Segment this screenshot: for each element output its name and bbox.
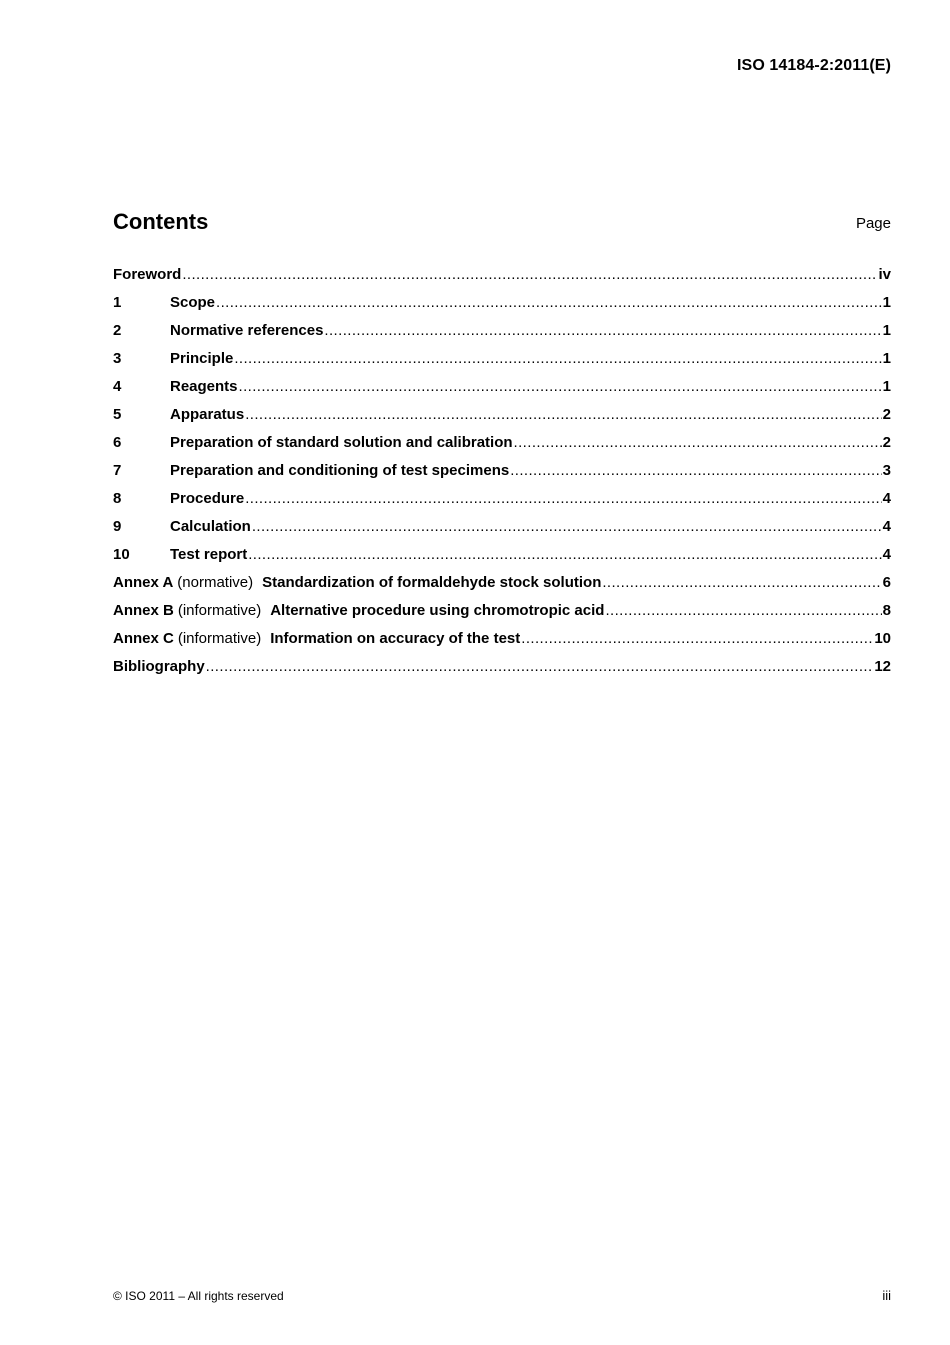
toc-entry-title: Preparation of standard solution and calibration <box>170 434 513 451</box>
toc-entry-number: 6 <box>113 434 122 451</box>
dot-leader <box>245 406 881 423</box>
table-of-contents <box>113 266 891 686</box>
toc-entry-page: 10 <box>874 630 891 647</box>
toc-entry-title: Bibliography <box>113 658 205 675</box>
toc-entry-annex-b[interactable] <box>113 602 891 630</box>
toc-entry-preparation-standard-solution[interactable] <box>113 434 891 462</box>
toc-entry-page: 6 <box>882 574 891 591</box>
dot-leader <box>605 602 881 619</box>
toc-entry-page: iv <box>878 266 891 283</box>
toc-entry-page: 1 <box>882 378 891 395</box>
toc-entry-test-report[interactable] <box>113 546 891 574</box>
toc-entry-title: Scope <box>170 294 216 311</box>
toc-entry-title: Standardization of formaldehyde stock solution <box>262 574 602 591</box>
contents-heading: Contents <box>113 209 209 234</box>
toc-entry-foreword[interactable] <box>113 266 891 294</box>
toc-annex-type: (informative) <box>177 602 262 619</box>
toc-entry-page: 8 <box>882 602 891 619</box>
toc-entry-number: 1 <box>113 294 122 311</box>
toc-entry-apparatus[interactable] <box>113 406 891 434</box>
toc-entry-page: 1 <box>882 294 891 311</box>
page-column-label: Page <box>855 215 891 232</box>
dot-leader <box>324 322 881 339</box>
dot-leader <box>602 574 881 591</box>
toc-entry-page: 4 <box>882 490 891 507</box>
toc-entry-calculation[interactable] <box>113 518 891 546</box>
toc-entry-page: 1 <box>882 322 891 339</box>
toc-entry-page: 2 <box>882 406 891 423</box>
toc-entry-preparation-test-specimens[interactable] <box>113 462 891 490</box>
toc-entry-title: Information on accuracy of the test <box>270 630 521 647</box>
toc-entry-number: 5 <box>113 406 122 423</box>
toc-entry-number: 2 <box>113 322 122 339</box>
toc-entry-number: 10 <box>113 546 130 563</box>
toc-entry-page: 1 <box>882 350 891 367</box>
toc-header <box>113 209 891 239</box>
toc-entry-title: Procedure <box>170 490 245 507</box>
toc-entry-normative-references[interactable] <box>113 322 891 350</box>
toc-entry-page: 12 <box>874 658 891 675</box>
toc-annex-type: (normative) <box>177 574 254 591</box>
document-identifier: ISO 14184-2:2011(E) <box>737 57 891 74</box>
toc-entry-annex-a[interactable] <box>113 574 891 602</box>
toc-entry-page: 2 <box>882 434 891 451</box>
page-number: iii <box>882 1288 891 1303</box>
dot-leader <box>234 350 881 367</box>
toc-entry-page: 3 <box>882 462 891 479</box>
toc-entry-title: Principle <box>170 350 234 367</box>
toc-annex-label: Annex B <box>113 602 174 619</box>
toc-entry-number: 9 <box>113 518 122 535</box>
toc-entry-page: 4 <box>882 518 891 535</box>
toc-entry-bibliography[interactable] <box>113 658 891 686</box>
toc-annex-label: Annex A <box>113 574 174 591</box>
dot-leader <box>245 490 881 507</box>
dot-leader <box>248 546 881 563</box>
toc-entry-number: 4 <box>113 378 122 395</box>
toc-entry-title: Apparatus <box>170 406 245 423</box>
dot-leader <box>206 658 874 675</box>
toc-entry-number: 3 <box>113 350 122 367</box>
toc-entry-scope[interactable] <box>113 294 891 322</box>
toc-entry-title: Calculation <box>170 518 251 535</box>
dot-leader <box>252 518 882 535</box>
toc-annex-label: Annex C <box>113 630 174 647</box>
dot-leader <box>521 630 873 647</box>
copyright-notice: © ISO 2011 – All rights reserved <box>113 1289 284 1303</box>
toc-entry-title: Normative references <box>170 322 324 339</box>
toc-entry-title: Preparation and conditioning of test specimens <box>170 462 510 479</box>
dot-leader <box>182 266 877 283</box>
toc-entry-title: Reagents <box>170 378 238 395</box>
toc-entry-procedure[interactable] <box>113 490 891 518</box>
toc-entry-title: Alternative procedure using chromotropic acid <box>270 602 605 619</box>
toc-entry-reagents[interactable] <box>113 378 891 406</box>
toc-entry-number: 7 <box>113 462 122 479</box>
toc-entry-title: Test report <box>170 546 248 563</box>
toc-entry-number: 8 <box>113 490 122 507</box>
toc-entry-annex-c[interactable] <box>113 630 891 658</box>
toc-entry-title: Foreword <box>113 266 182 283</box>
toc-annex-type: (informative) <box>177 630 262 647</box>
dot-leader <box>239 378 882 395</box>
toc-entry-page: 4 <box>882 546 891 563</box>
dot-leader <box>216 294 882 311</box>
dot-leader <box>510 462 881 479</box>
toc-entry-principle[interactable] <box>113 350 891 378</box>
dot-leader <box>514 434 882 451</box>
